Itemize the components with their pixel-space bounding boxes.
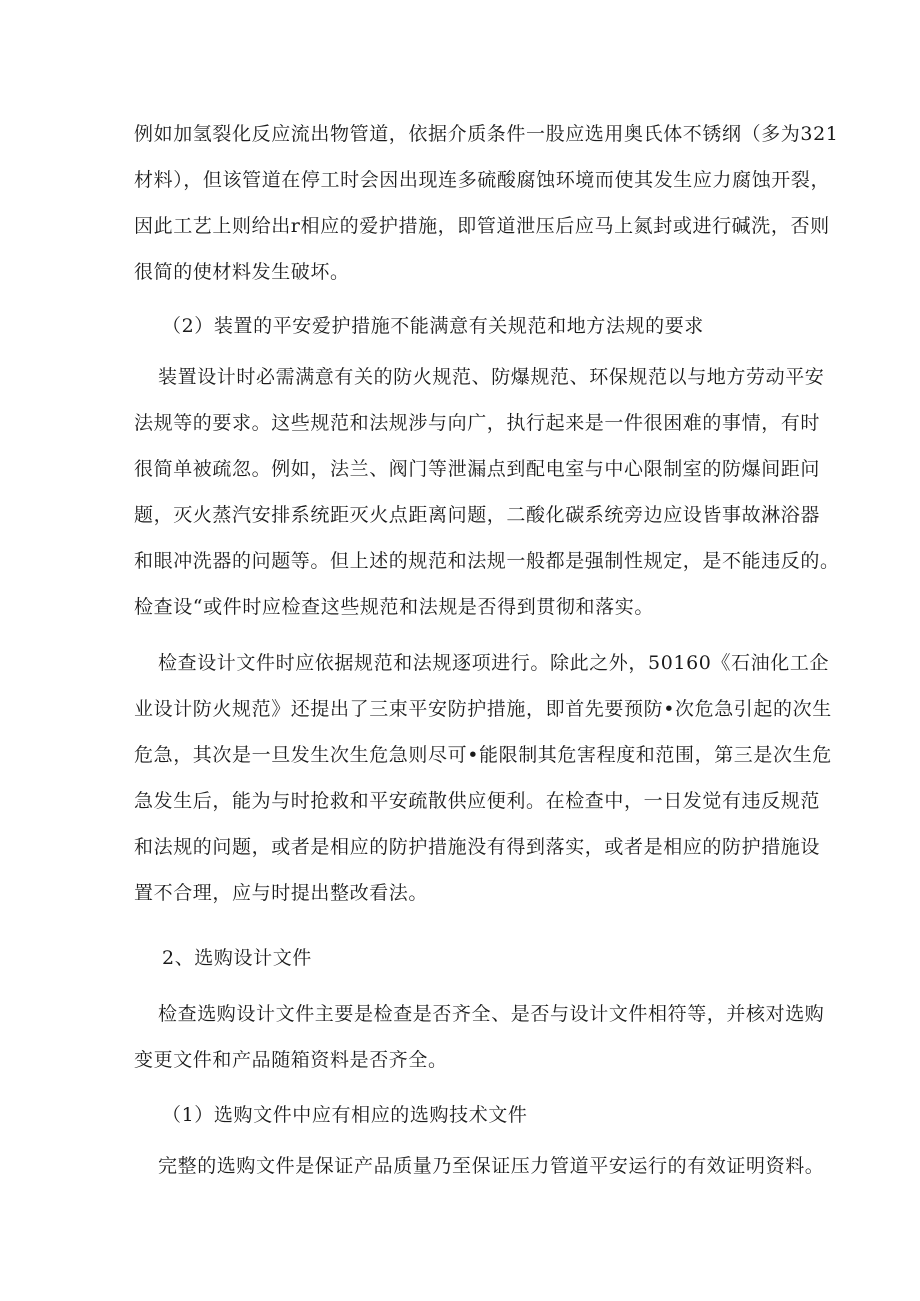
text-line: 很简单被疏忽。例如，法兰、阀门等泄漏点到配电室与中心限制室的防爆间距问: [134, 458, 821, 480]
subheading-safety-measures: （2）装置的平安爱护措施不能满意有关规范和地方法规的要求: [162, 315, 704, 337]
text-line: 置不合理，应与时提出整改看法。: [134, 882, 429, 904]
text-line: 完整的选购文件是保证产品质量乃至保证压力管道平安运行的有效证明资料。: [158, 1155, 825, 1177]
text-line: 很简的使材料发生破坏。: [134, 261, 350, 283]
text-line: 题，灭火蒸汽安排系统距灭火点距离问题，二酸化碳系统旁边应设皆事故淋浴器: [134, 504, 821, 526]
text-line: 例如加氢裂化反应流出物管道，依据介质条件一股应选用奥氏体不锈纲（多为321: [134, 123, 839, 145]
text-line: 因此工艺上则给出r相应的爱护措施，即管道泄压后应马上氮封或进行碱洗，否则: [134, 215, 830, 237]
text-line: 装置设计时必需满意有关的防火规范、防爆规范、环保规范以与地方劳动平安: [158, 366, 825, 388]
text-line: 法规等的要求。这些规范和法规涉与向广，执行起来是一件很困难的事情，有时: [134, 412, 821, 434]
text-line: 和法规的问题，或者是相应的防护措施没有得到落实，或者是相应的防护措施设: [134, 836, 821, 858]
text-line: 检查设“或件时应检查这些规范和法规是否得到贯彻和落实。: [134, 596, 654, 618]
subheading-technical-documents: （1）选购文件中应有相应的选购技术文件: [162, 1104, 528, 1126]
text-line: 检查选购设计文件主要是检查是否齐全、是否与设计文件相符等，并核对选购: [158, 1003, 825, 1025]
text-line: 检查设计文件时应依据规范和法规逐项进行。除此之外，50160《石油化工企: [158, 652, 830, 674]
text-line: 材料），但该管道在停工时会因出现连多硫酸腐蚀环境而使其发生应力腐蚀开裂，: [134, 169, 831, 191]
text-line: 危急，其次是一旦发生次生危急则尽可•能限制其危害程度和范围，第三是次生危: [134, 744, 832, 766]
text-line: 变更文件和产品随箱资料是否齐全。: [134, 1049, 448, 1071]
text-line: 和眼冲洗器的问题等。但上述的规范和法规一般都是强制性规定，是不能违反的。: [134, 550, 840, 572]
text-line: 业设计防火规范》还提出了三束平安防护措施，即首先要预防•次危急引起的次生: [134, 698, 832, 720]
text-line: 急发生后，能为与时抢救和平安疏散供应便利。在检查中，一日发觉有违反规范: [134, 790, 821, 812]
section-heading-procurement: 2、选购设计文件: [162, 947, 312, 969]
